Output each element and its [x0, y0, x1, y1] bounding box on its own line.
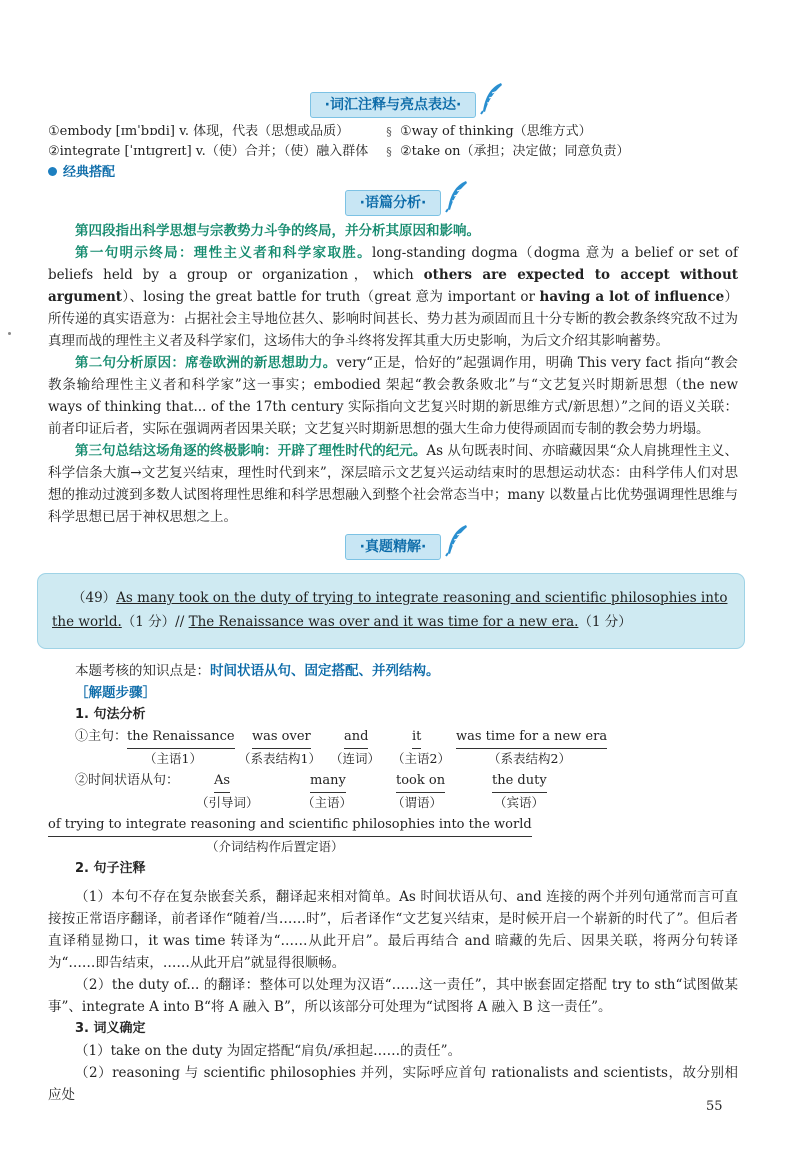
time-clause-label: ②时间状语从句：: [75, 773, 180, 788]
discourse-banner-wrap: [48, 190, 738, 216]
meaning-heading: 3. 词义确定: [75, 1021, 146, 1036]
discourse-header-text: ·语篇分析·: [359, 195, 427, 211]
question-score: （1 分）: [578, 614, 632, 630]
discourse-section-header: [345, 190, 442, 216]
analysis-role: （谓语）: [392, 795, 443, 810]
collocation-heading: [48, 162, 738, 184]
discourse-paragraph-1: [48, 242, 738, 352]
exam-banner-wrap: [48, 534, 738, 560]
exam-header-text: ·真题精解·: [359, 539, 427, 555]
scan-mark: [8, 332, 11, 335]
analysis-word: the Renaissance: [127, 726, 235, 749]
vocab-banner-wrap: [48, 92, 738, 118]
analysis-phrase: of trying to integrate reasoning and scientific philosophies into the world: [48, 814, 532, 837]
discourse-paragraph-3: [48, 440, 738, 528]
analysis-word: and: [344, 726, 368, 749]
syntax-heading: 1. 句法分析: [75, 707, 146, 722]
page-content: [48, 86, 738, 1106]
analysis-word: was over: [252, 726, 311, 749]
discourse-summary: 第四段指出科学思想与宗教势力斗争的终局，并分析其原因和影响。: [75, 223, 480, 239]
sentence-analysis: [48, 726, 738, 886]
collocation-label: 经典搭配: [63, 165, 116, 180]
solution-intro: [48, 660, 738, 682]
notes-heading: 2. 句子注释: [75, 861, 146, 876]
exam-section-header: [345, 534, 442, 560]
steps-heading: ［解题步骤］: [75, 685, 156, 701]
meaning-paragraph-2: （2）reasoning 与 scientific philosophies 并列，实际呼应首句 rationalists and scientists，故分别相应处: [48, 1065, 738, 1103]
analysis-role: （主语）: [302, 795, 353, 810]
analysis-word: As: [214, 770, 230, 793]
paragraph-emphasis: having a lot of influence: [539, 289, 725, 305]
paragraph-lead: 第二句分析原因：席卷欧洲的新思想助力。: [75, 355, 337, 371]
question-number: （49）: [72, 590, 117, 606]
vocab-header-text: ·词汇注释与亮点表达·: [324, 97, 462, 113]
analysis-role: （连词）: [330, 751, 381, 766]
analysis-word: was time for a new era: [456, 726, 607, 749]
quill-icon: [479, 81, 505, 115]
discourse-paragraph-2: [48, 352, 738, 440]
paragraph-emphasis: others are expected to accept without argument: [48, 267, 738, 305]
question-sentence-2: The Renaissance was over and it was time for a new era.: [188, 614, 579, 630]
analysis-role: （引导词）: [196, 795, 259, 810]
quill-icon: [444, 523, 470, 557]
vocab-item: ②integrate [ˈɪntɪɡreɪt] v.（使）合并；（使）融入群体: [48, 144, 369, 159]
intro-text: 本题考核的知识点是：: [75, 663, 210, 679]
analysis-word: the duty: [492, 770, 547, 793]
main-clause-label: ①主句：: [75, 729, 128, 744]
question-score: （1 分）//: [121, 614, 189, 630]
paragraph-lead: 第三句总结这场角逐的终极影响：开辟了理性时代的纪元。: [75, 443, 427, 459]
analysis-word: it: [412, 726, 421, 749]
page-number: 55: [706, 1099, 723, 1114]
analysis-role: （系表结构2）: [488, 751, 571, 766]
paragraph-text: ）所传递的真实语意为：占据社会主导地位甚久、影响时间甚长、势力甚为顽固而且十分专断的教会教条终究敌不过为真理而战的理性主义者及科学家们，这场伟大的争斗终将发挥其重大历史影响，为后文介绍其影响蓄势。: [48, 289, 738, 349]
vocab-item: ②take on（承担；决定做；同意负责）: [400, 144, 630, 159]
note-paragraph-2: （2）the duty of... 的翻译：整体可以处理为汉语“……这一责任”，其中嵌套固定搭配 try to sth“试图做某事”、integrate A into B“将 A 融入 B”，所以该部分可处理为“试图将 A 融入 B 这一责任”。: [48, 977, 738, 1015]
analysis-word: took on: [396, 770, 445, 793]
vocab-item: ①embody [ɪmˈbɒdi] v. 体现，代表（思想或品质）: [48, 124, 350, 139]
spiral-divider: § §: [386, 125, 392, 158]
vocab-section-header: [310, 92, 477, 118]
paragraph-text: long-standing dogma（dogma 意为 a belief or set of beliefs held by a group or organization，which: [48, 245, 738, 283]
intro-points: 时间状语从句、固定搭配、并列结构。: [210, 663, 440, 679]
paragraph-text: As 从句既表时间、亦暗藏因果“众人肩挑理性主义、科学信条大旗→文艺复兴结束，理性时代到来”，深层暗示文艺复兴运动结束时的思想运动状态：由科学伟人们对思想的推动过渡到多数人试图将理性思维和科学思想融入到整个社会常态当中；many 以数量占比优势强调理性思维与科学思想已居于神权思想之上。: [48, 443, 738, 525]
analysis-word: many: [310, 770, 346, 793]
vocab-right-column: [400, 122, 738, 162]
vocab-item: ①way of thinking（思维方式）: [400, 124, 592, 139]
bullet-icon: [48, 167, 57, 176]
vocab-list: [48, 122, 738, 162]
vocab-left-column: [48, 122, 378, 162]
analysis-role: （宾语）: [494, 795, 545, 810]
paragraph-lead: 第一句明示终局：理性主义者和科学家取胜。: [75, 245, 372, 261]
paragraph-text: very“正是，恰好的”起强调作用，明确 This very fact 指向“教会教条输给理性主义者和科学家”这一事实；embodied 架起“教会教条败北”与“文艺复兴时期新思想（the new ways of thinking that... of the 17th century 实际指向文艺复兴时期的新思维方式/新思想）”之间的语义关联：前者印证后者，实际在强调两者因果关联；文艺复兴时期新思想的强大生命力使得顽固而专制的教会势力坍塌。: [48, 355, 739, 437]
note-paragraph-1: （1）本句不存在复杂嵌套关系，翻译起来相对简单。As 时间状语从句、and 连接的两个并列句通常而言可直接按正常语序翻译，前者译作“随着/当……时”，后者译作“文艺复兴结束，是时候开启一个崭新的时代了”。但后者直译稍显拗口，it was time 转译为“……从此开启”。最后再结合 and 暗藏的先后、因果关联，将两分句转译为“……即告结束，……从此开启”就显得很顺畅。: [48, 889, 738, 971]
analysis-role: （介词结构作后置定语）: [206, 839, 344, 854]
analysis-role: （系表结构1）: [238, 751, 321, 766]
question-box: [38, 574, 744, 648]
analysis-role: （主语2）: [392, 751, 450, 766]
question-sentence-1: As many took on the duty of trying to integrate reasoning and scientific philosophies into the world.: [52, 590, 728, 630]
analysis-role: （主语1）: [144, 751, 202, 766]
meaning-paragraph-1: （1）take on the duty 为固定搭配“肩负/承担起……的责任”。: [75, 1043, 462, 1059]
quill-icon: [444, 179, 470, 213]
paragraph-text: ）、losing the great battle for truth（great 意为 important or: [122, 289, 540, 305]
